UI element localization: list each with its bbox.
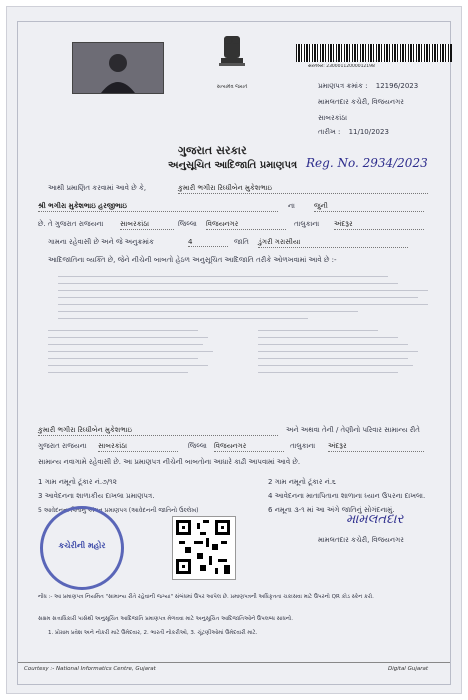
certificate-number-row: [318, 82, 418, 91]
residence-text: અને અથવા તેની / તેણીનો પરિવાર સામાન્ય રીતે: [286, 426, 420, 434]
note-1: નોંધ :- આ પ્રમાણપત્ર નિયમિત "સામાન્ય રીતે રહેવાની જગ્યા" સંબંધમાં ઉપર આપેલ છે. પ્રમાણપત્રની અધિકૃતતા ચકાસવા માટે ઉપરનો QR કોડ સ્કેન કરો.: [38, 594, 374, 600]
certificate-page: [6, 6, 462, 694]
order-list-right: [258, 326, 438, 376]
certificate-title: અનુસૂચિત આદિજાતિ પ્રમાણપત્ર: [168, 160, 298, 171]
residence-taluka-label: તાલુકાના: [290, 442, 316, 450]
applicant-name: કુમારી ભગીરા રિધ્ધીબેન મુકેશભાઇ: [178, 184, 428, 194]
footer-brand: Digital Gujarat: [388, 666, 429, 672]
residence-village: અંદરૂર: [328, 442, 424, 452]
order-list-top: [58, 270, 428, 320]
issue-date: 11/10/2023: [348, 128, 389, 136]
condition-1: 1 ગામ નમૂનો ટૂંકાર નં.૭/૧૨: [38, 478, 117, 486]
district-label: જિલ્લા: [178, 220, 197, 228]
intro-text: આથી પ્રમાણિત કરવામાં આવે છે કે,: [48, 184, 147, 192]
state-emblem: [208, 30, 256, 90]
condition-3: 3 આવેદનના શાળાકીય દાખલા પ્રમાણપત્ર.: [38, 492, 155, 500]
residence-taluka: વિજયનગર: [214, 442, 284, 452]
certificate-border: [17, 21, 451, 685]
residence-state: ગુજરાત રાજયના: [38, 442, 87, 450]
documents-basis-text: સામાન્ય નવાગામે રહેવાસી છે. આ પ્રમાણપત્ર નીચેની બાબતોના આધારે કાઢી આપવામાં આવે છે.: [38, 458, 301, 466]
condition-4: 4 આવેદનના માતાપિતાના શાળાના ધ્યાન ઉપરના દાખલા.: [268, 492, 426, 500]
issuing-office: મામલતદાર કચેરી, વિજયનગર: [318, 98, 404, 106]
order-list-left: [48, 326, 228, 376]
caste-label: જાતિ: [234, 238, 249, 246]
certificate-number-label: પ્રમાણપત્ર ક્રમાંક :: [318, 82, 368, 90]
government-title: ગુજરાત સરકાર: [178, 144, 247, 157]
issue-date-row: [318, 128, 389, 137]
issuing-place: સાબરકાંઠા: [318, 114, 348, 122]
serial-number: 4: [188, 238, 228, 247]
office-stamp: [40, 506, 124, 590]
applicant-photo: [72, 42, 164, 94]
signature-office: મામલતદાર કચેરી, વિજયનગર: [318, 536, 404, 544]
handwritten-registration-number: Reg. No. 2934/2023: [306, 156, 428, 170]
condition-5: 5 આવેદનના પિતાનું અંગત પ્રમાણપત્ર (આવેદનની જાતિનો ઉલ્લેખ): [38, 507, 199, 514]
condition-2: 2 ગામ નમૂનો ટૂંકાર નં.૬: [268, 478, 336, 486]
place-label: ના: [288, 202, 295, 210]
certificate-number: 12196/2023: [375, 82, 419, 90]
district-name: સાબરકાંઠા: [120, 220, 174, 230]
condition-6: 6 નમૂના ૩-૧ માં આ અંગે જાતિનું સોગંદનામું.: [268, 506, 395, 514]
state-label: છે. તે ગુજરાત રાજયના: [38, 220, 104, 228]
issue-date-label: તારીખ :: [318, 128, 341, 136]
taluka-name: વિજયનગર: [206, 220, 286, 230]
note-3: 1. પ્રોગ્રામ પ્રવેશ અને નોકરી માટે ઉમેદવાર, 2. ભારતી નોકરીઓ, 3. ચૂંટણીઓમાં ઉમેદવારી માટે.: [48, 630, 258, 636]
village-name: જુની: [314, 202, 424, 212]
emblem-caption: સત્યમેવ જયતે: [216, 84, 248, 90]
qr-code-icon: [173, 517, 233, 577]
recognized-text: આદિજાતિના વ્યક્તિ છે, જેને નીચેની બાબતો હેઠળ અનુસૂચિત આદિજાતિ તરીકે ઓળખવામાં આવે છે :-: [48, 256, 337, 264]
barcode-text: સરનંબર: 23000112000012198: [308, 64, 375, 69]
taluka-village: અંદરૂર: [334, 220, 424, 230]
stamp-text: કચેરીની મહોર: [58, 541, 106, 550]
verification-qr-code[interactable]: [172, 516, 236, 580]
officer-signature: મામલતદાર: [346, 512, 404, 527]
residence-name: કુમારી ભગીરા રિધ્ધીબેન મુકેશભાઇ: [38, 426, 278, 436]
taluka-label: તાલુકાના: [294, 220, 320, 228]
residence-district: સાબરકાંઠા: [98, 442, 178, 452]
barcode: [296, 44, 452, 62]
footer-courtesy: Courtesy :- National Informatics Centre, Gujarat: [24, 666, 156, 672]
residence-district-label: જિલ્લા: [188, 442, 207, 450]
note-2: સક્ષમ સત્તાધિકારી પાસેથી અનુસૂચિત આદિજાતિ પ્રમાણપત્ર મેળવવા માટે અનુસૂચિત આદિજાતિઓને ઉપલબ્ધ સાધનો.: [38, 616, 294, 622]
parent-name: શ્રી ભગીરા મુકેશભાઇ હરજીભાઇ: [38, 202, 278, 212]
footer-divider: [18, 662, 450, 663]
ashoka-emblem-icon: [213, 30, 251, 80]
caste-name: ડુંગરી ગરાસીયા: [258, 238, 408, 248]
community-label: ગામના રહેવાસી છે અને જે અનુક્રમાંક: [48, 238, 154, 246]
